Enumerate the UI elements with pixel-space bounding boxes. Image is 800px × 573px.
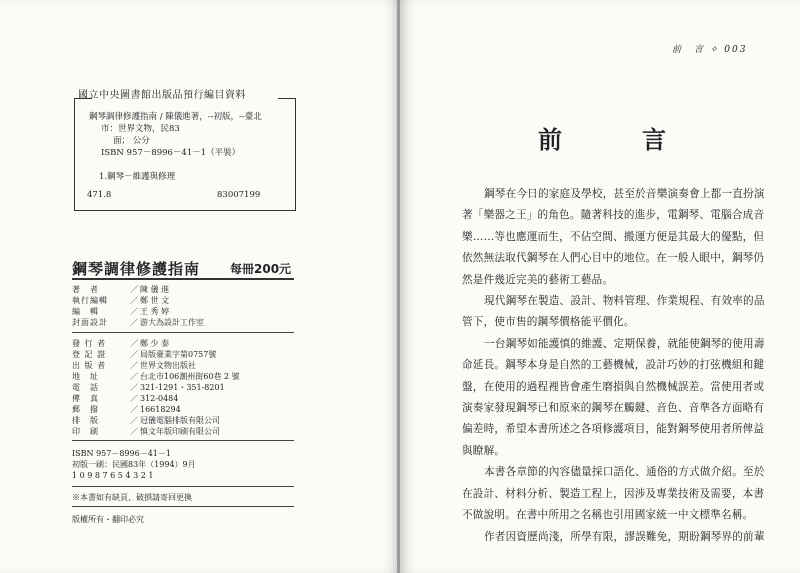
credit-value: 王 秀 婷 — [140, 307, 170, 316]
credit-value: 冠儀電腦排版有限公司 — [140, 416, 220, 425]
credit-value: 鄭 少 泰 — [140, 339, 170, 348]
credit-label: 執行編輯 — [72, 296, 108, 305]
credit-row — [72, 349, 294, 360]
credit-separator: ／ — [130, 350, 138, 359]
credit-row — [72, 415, 294, 426]
credit-value: 慎文年版印刷有限公司 — [140, 427, 220, 436]
credit-row — [72, 371, 294, 382]
credit-label: 電 話 — [72, 383, 99, 392]
preface-body — [462, 184, 770, 548]
divider — [72, 440, 294, 441]
credit-label: 傳 真 — [72, 394, 99, 403]
credit-separator: ／ — [130, 361, 138, 370]
preface-line: 本書各章節的內容儘量採口語化、通俗的方式做介紹。至於 — [484, 466, 765, 479]
credit-row — [72, 284, 294, 295]
preface-line: 與瞭解。 — [462, 444, 506, 457]
divider — [72, 332, 294, 333]
credit-separator: ／ — [130, 296, 138, 305]
credits-authors — [72, 284, 294, 328]
edition-line: 初版一刷：民國83年（1994）9月 — [72, 460, 196, 469]
cip-line: 市：世界文物，民83 — [101, 124, 180, 134]
cip-line: 面； 公分 — [113, 136, 150, 146]
credit-label: 封面設計 — [72, 318, 108, 327]
preface-line: 依然無法取代鋼琴在人們心目中的地位。在一般人眼中，鋼琴仍 — [462, 252, 765, 265]
credit-label: 出 版 者 — [72, 361, 107, 370]
credit-value: 局版臺業字第0757號 — [140, 350, 217, 359]
isbn-line: ISBN 957－8996－41－1 — [72, 449, 171, 458]
cip-subject: 1.鋼琴－維護與修理 — [99, 172, 176, 182]
credit-label: 編 輯 — [72, 307, 99, 316]
credit-row — [72, 306, 294, 317]
credit-row — [72, 338, 294, 349]
left-page — [0, 0, 398, 573]
credit-separator: ／ — [130, 383, 138, 392]
cip-line: ISBN 957－8996－41－1（平裝） — [101, 148, 241, 158]
preface-line: 現代鋼琴在製造、設計、物料管理、作業規程、有效率的品 — [484, 295, 765, 308]
preface-line: 然是件幾近完美的藝術工藝品。 — [462, 273, 614, 286]
cip-heading: 國立中央圖書館出版品預行編目資料 — [78, 90, 246, 101]
isbn-block — [72, 448, 196, 481]
preface-line: 一台鋼琴如能護慎的維護、定期保養，就能使鋼琴的使用壽 — [484, 337, 765, 350]
title-rule — [72, 278, 294, 280]
preface-line: 作者因資歷尚淺，所學有限，謬誤難免，期盼鋼琴界的前輩 — [484, 530, 765, 543]
preface-title: 前 言 — [538, 125, 694, 154]
running-head: 前 言 ✧ 003 — [672, 45, 748, 55]
preface-line: 演奏家發現鋼琴已和原來的鋼琴在觸鍵、音色、音準各方面略有 — [462, 402, 765, 415]
replacement-notice: ※本書如有缺頁、破損請寄回更換 — [72, 493, 192, 502]
credit-separator: ／ — [130, 318, 138, 327]
credit-value: 321-1291・351-8201 — [140, 383, 225, 392]
credit-value: 312-0484 — [140, 394, 179, 403]
credit-label: 排 版 — [72, 416, 99, 425]
credit-row — [72, 295, 294, 306]
credit-separator: ／ — [130, 372, 138, 381]
preface-line: 鋼琴在今日的家庭及學校，甚至於音樂演奏會上都一直扮演 — [484, 188, 765, 200]
credit-row — [72, 317, 294, 328]
divider — [72, 506, 294, 507]
credit-value: 台北市106潮州街60巷 2 號 — [140, 372, 240, 381]
divider — [72, 486, 294, 487]
preface-line: 在設計、材料分析、製造工程上，因涉及專業技術及需要，本書 — [462, 487, 765, 500]
preface-line: 命延長。鋼琴本身是自然的工藝機械，設計巧妙的打弦機組和鍵 — [462, 359, 765, 372]
credit-row — [72, 360, 294, 371]
preface-line: 樂……等也應運而生，不佔空間、搬運方便是其最大的優點，但 — [462, 230, 765, 243]
credit-value: 鄭 世 文 — [140, 296, 170, 305]
cip-record-number: 83007199 — [217, 190, 261, 200]
copyright-notice: 版權所有・翻印必究 — [72, 515, 144, 524]
preface-line: 偏差時，希望本書所述之各項修護項目，能對鋼琴使用者所俾益 — [462, 423, 765, 436]
credit-separator: ／ — [130, 285, 138, 294]
cip-record-box — [74, 98, 296, 211]
credit-row — [72, 426, 294, 437]
credit-separator: ／ — [130, 394, 138, 403]
credit-separator: ／ — [130, 307, 138, 316]
book-title: 鋼琴調律修護指南 — [72, 260, 201, 278]
credit-separator: ／ — [130, 427, 138, 436]
credit-value: 陳 儀 進 — [140, 285, 170, 294]
credit-row — [72, 404, 294, 415]
credit-separator: ／ — [130, 416, 138, 425]
preface-line: 著「樂器之王」的角色。隨著科技的進步，電鋼琴、電腦合成音 — [462, 209, 765, 222]
credit-row — [72, 393, 294, 404]
credit-value: 世界文物出版社 — [140, 361, 196, 370]
preface-line: 盤，在使用的過程裡皆會產生磨損與自然機械誤差。當使用者或 — [462, 380, 765, 393]
credit-label: 登 記 證 — [72, 350, 107, 359]
credit-value: 16618294 — [140, 405, 181, 414]
cip-classification: 471.8 — [87, 190, 112, 200]
credit-row — [72, 382, 294, 393]
credit-label: 著 者 — [72, 285, 99, 294]
credit-label: 發 行 者 — [72, 339, 107, 348]
credit-value: 游大為設計工作室 — [140, 318, 204, 327]
credit-label: 印 刷 — [72, 427, 99, 436]
credit-separator: ／ — [130, 339, 138, 348]
printing-sequence: 1 0 9 8 7 6 5 4 3 2 1 — [72, 471, 154, 480]
credit-label: 地 址 — [72, 372, 99, 381]
book-price: 每冊200元 — [230, 262, 292, 276]
preface-line: 管下，使市售的鋼琴價格能平價化。 — [462, 316, 635, 329]
credit-separator: ／ — [130, 405, 138, 414]
credits-publisher — [72, 338, 294, 437]
cip-line: 鋼琴調律修護指南 / 陳儀進著，--初版，--臺北 — [89, 112, 262, 122]
preface-line: 不做說明。在書中所用之名稱也引用國家統一中文標準名稱。 — [462, 509, 754, 522]
credit-label: 郵 撥 — [72, 405, 99, 414]
